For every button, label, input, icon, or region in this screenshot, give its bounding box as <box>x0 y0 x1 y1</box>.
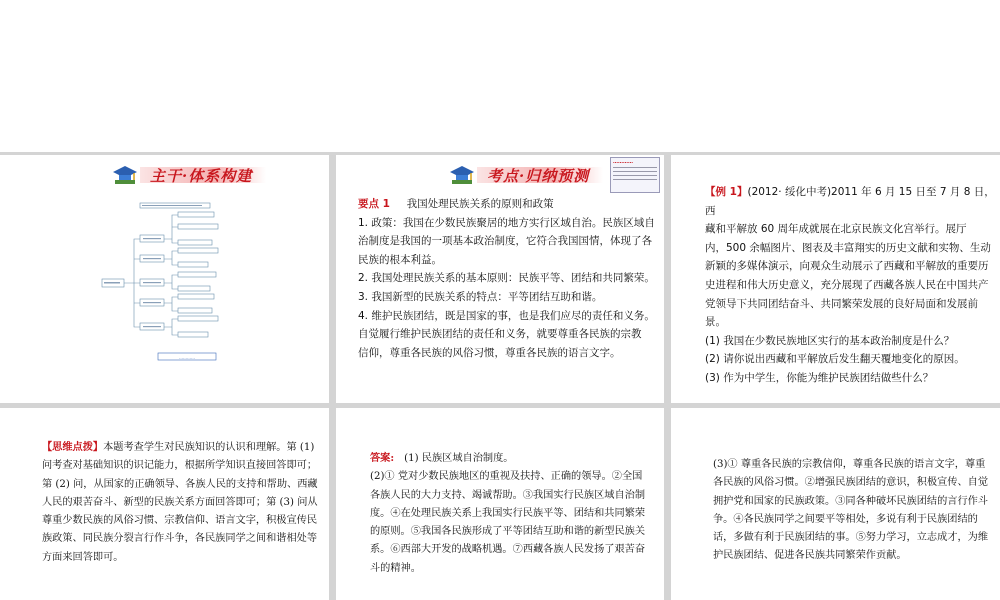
text-line: 1. 政策：我国在少数民族聚居的地方实行区域自治。民族区域自 <box>358 216 655 229</box>
text-line: 话，多做有利于民族团结的事。⑤努力学习，立志成才，为维 <box>713 532 989 544</box>
text-line: (3)① 尊重各民族的宗教信仰，尊重各民族的语言文字，尊重 <box>713 459 986 470</box>
key-point-heading <box>358 195 662 214</box>
sticky-note <box>610 157 660 193</box>
text-line: 内，500 余幅图片、图表及丰富翔实的历史文献和实物、生动 <box>705 241 991 254</box>
slide-3-example[interactable] <box>671 155 1000 403</box>
answer-continued-content <box>713 456 998 566</box>
text-line: (2012· 绥化中考)2011 年 6 月 15 日至 7 月 8 日，西 <box>705 186 995 217</box>
text-line: 各族人民的大力支持、竭诚帮助。③我国实行民族区域自治制 <box>370 489 646 501</box>
graduation-cap-icon <box>112 164 138 186</box>
text-line: 的原则。⑤我国各民族形成了平等团结互助和谐的新型民族关 <box>370 526 646 538</box>
text-line: 本题考查学生对民族知识的认识和理解。第 (1) <box>103 442 315 453</box>
text-line: 斗的精神。 <box>370 562 421 574</box>
text-line: 度。④在处理民族关系上我国实行民族平等、团结和共同繁荣 <box>370 507 646 519</box>
question-line: (3) 作为中学生，你能为维护民族团结做些什么？ <box>705 371 934 384</box>
mind-map-caption: ………… <box>179 354 195 360</box>
slide-1-structure[interactable] <box>0 155 329 403</box>
example-first-line <box>705 183 997 220</box>
text-line: 第 (2) 问，从国家的正确领导、各族人民的支持和帮助、西藏 <box>42 478 318 490</box>
text-line: 系。⑥西部大开发的战略机遇。⑦西藏各族人民发扬了艰苦奋 <box>370 544 646 556</box>
banner-title: 主干·体系构建 <box>140 167 266 183</box>
slide-2-key-points[interactable] <box>336 155 664 403</box>
text-line: 治制度是我国的一项基本政治制度，它符合我国国情，体现了各 <box>358 235 652 248</box>
text-line: 2. 我国处理民族关系的基本原则：民族平等、团结和共同繁荣。 <box>358 272 655 285</box>
example-content <box>705 183 997 388</box>
text-line: 方面来回答即可。 <box>42 551 124 563</box>
text-line: 新颖的多媒体演示，向观众生动展示了西藏和平解放的重要历 <box>705 260 989 273</box>
banner-title: 考点·归纳预测 <box>477 167 603 183</box>
tips-first-line <box>42 438 326 457</box>
text-line: 史进程和伟大历史意义，充分展现了西藏各族人民在中国共产 <box>705 278 989 291</box>
text-line: 各民族的风俗习惯。②增强民族团结的意识，积极宣传、自觉 <box>713 477 989 489</box>
point-label: 要点 1 <box>358 198 390 210</box>
slide-4-thinking-tips[interactable] <box>0 408 329 600</box>
text-line: 拥护党和国家的民族政策。③同各种破坏民族团结的言行作斗 <box>713 495 989 507</box>
text-line: 藏和平解放 60 周年成就展在北京民族文化宫举行。展厅 <box>705 223 967 236</box>
slide-5-answer[interactable] <box>336 408 664 600</box>
text-line: (1) 民族区域自治制度。 <box>404 453 514 464</box>
question-line: (2) 请你说出西藏和平解放后发生翻天覆地变化的原因。 <box>705 353 965 366</box>
text-line: 护民族团结、促进各民族共同繁荣作贡献。 <box>713 550 907 562</box>
text-line: 人民的艰苦奋斗、新型的民族关系方面回答即可；第 (3) 问从 <box>42 496 318 508</box>
slide-6-answer-continued[interactable] <box>671 408 1000 600</box>
question-line: (1) 我国在少数民族地区实行的基本政治制度是什么？ <box>705 334 955 347</box>
thinking-tips-content <box>42 438 326 567</box>
answer-label: 答案: <box>370 452 395 464</box>
text-line: 信仰，尊重各民族的风俗习惯，尊重各民族的语言文字。 <box>358 346 621 359</box>
text-line: 党领导下共同团结奋斗、共同繁荣发展的良好局面和发展前景。 <box>705 297 978 329</box>
sticky-note-title: ………… <box>613 159 633 165</box>
text-line: 问考查对基础知识的识记能力，根据所学知识直接回答即可； <box>42 460 318 472</box>
text-line: 争。④各民族同学之间要平等相处，多说有利于民族团结的 <box>713 513 978 525</box>
text-line: 尊重少数民族的风俗习惯、宗教信仰、语言文字，积极宣传民 <box>42 515 318 527</box>
example-label: 【例 1】 <box>705 186 748 198</box>
section-banner <box>449 162 603 188</box>
top-blank-area <box>0 0 1000 152</box>
text-line: 自觉履行维护民族团结的责任和义务，就要尊重各民族的宗教 <box>358 328 642 341</box>
text-line: 4. 维护民族团结，既是国家的事，也是我们应尽的责任和义务。 <box>358 309 655 322</box>
text-line: 族政策、同民族分裂言行作斗争，各民族同学之间和谐相处等 <box>42 533 318 545</box>
section-banner <box>112 162 266 188</box>
answer-content <box>370 449 660 578</box>
mind-map-diagram <box>100 199 230 369</box>
point-title: 我国处理民族关系的原则和政策 <box>406 198 554 210</box>
text-line: 3. 我国新型的民族关系的特点：平等团结互助和谐。 <box>358 290 603 303</box>
key-point-content <box>358 195 662 362</box>
text-line: (2)① 党对少数民族地区的重视及扶持、正确的领导。②全国 <box>370 471 643 483</box>
answer-first-line <box>370 449 660 468</box>
text-line: 民族的根本利益。 <box>358 253 442 266</box>
graduation-cap-icon <box>449 164 475 186</box>
tips-label: 【思维点拨】 <box>42 441 104 453</box>
